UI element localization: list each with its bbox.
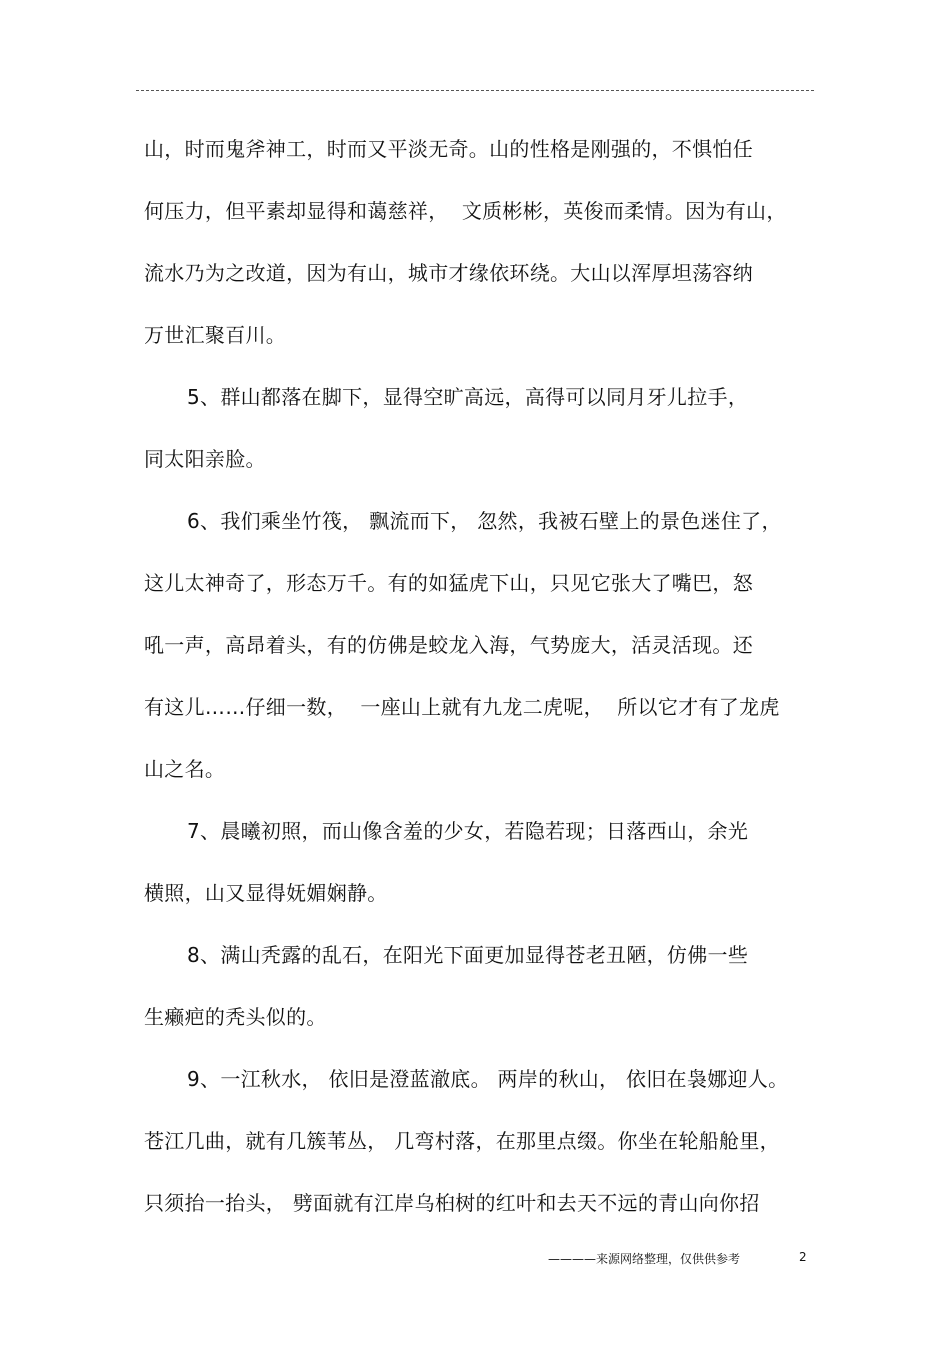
paragraph-9-start: 9、一江秋水， 依旧是澄蓝澈底。 两岸的秋山， 依旧在袅娜迎人。 (187, 1067, 789, 1091)
header-rule (136, 90, 814, 91)
footer-source-note: ————来源网络整理，仅供供参考 (548, 1252, 741, 1266)
text-line: 何压力，但平素却显得和蔼慈祥， 文质彬彬，英俊而柔情。因为有山， (144, 199, 787, 223)
text-line: 横照，山又显得妩媚娴静。 (144, 881, 388, 905)
text-line: 吼一声，高昂着头，有的仿佛是蛟龙入海，气势庞大，活灵活现。还 (144, 633, 753, 657)
paragraph-6-start: 6、我们乘坐竹筏， 飘流而下， 忽然，我被石壁上的景色迷住了， (187, 509, 782, 533)
text-line: 生癞疤的秃头似的。 (144, 1005, 327, 1029)
text-line: 苍江几曲，就有几簇苇丛， 几弯村落，在那里点缀。你坐在轮船舱里， (144, 1129, 780, 1153)
document-body (144, 130, 814, 1246)
page-number: 2 (799, 1250, 807, 1264)
text-line: 山，时而鬼斧神工，时而又平淡无奇。山的性格是刚强的，不惧怕任 (144, 137, 753, 161)
text-line: 这儿太神奇了，形态万千。有的如猛虎下山，只见它张大了嘴巴，怒 (144, 571, 753, 595)
text-line: 只须抬一抬头， 劈面就有江岸乌桕树的红叶和去天不远的青山向你招 (144, 1191, 760, 1215)
text-line: 流水乃为之改道，因为有山，城市才缘依环绕。大山以浑厚坦荡容纳 (144, 261, 753, 285)
text-line: 同太阳亲脸。 (144, 447, 266, 471)
text-line: 万世汇聚百川。 (144, 323, 287, 347)
paragraph-8-start: 8、满山秃露的乱石，在阳光下面更加显得苍老丑陋，仿佛一些 (187, 943, 749, 967)
text-line: 山之名。 (144, 757, 226, 781)
paragraph-5-start: 5、群山都落在脚下，显得空旷高远，高得可以同月牙儿拉手， (187, 385, 749, 409)
text-line: 有这儿……仔细一数， 一座山上就有九龙二虎呢， 所以它才有了龙虎 (144, 695, 780, 719)
paragraph-7-start: 7、晨曦初照，而山像含羞的少女，若隐若现；日落西山，余光 (187, 819, 749, 843)
